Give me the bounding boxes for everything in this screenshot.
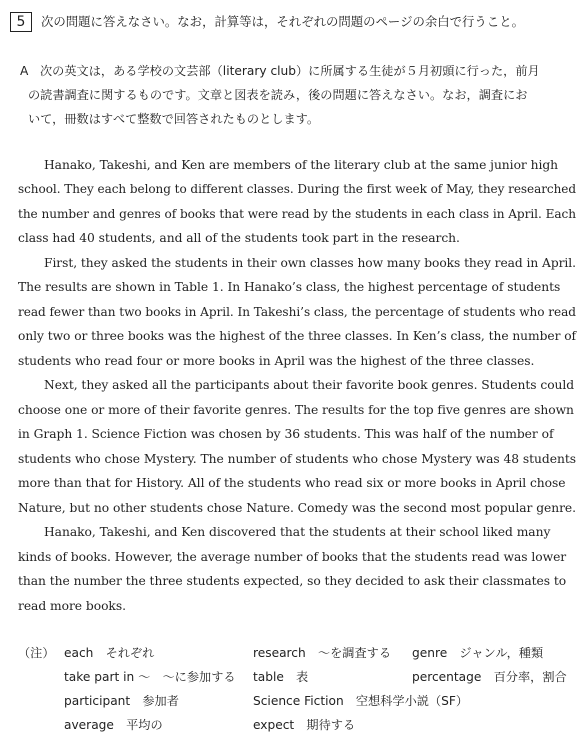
vocab-note: participant 参加者 [64,694,179,708]
passage-line: than the number the three students expected, so they decided to ask their classmates to [18,574,567,588]
vocab-note: average 平均の [64,718,163,732]
passage-line: students who read four or more books in April was the highest of the three classes. [18,354,535,368]
passage-line: First, they asked the students in their own classes how many books they read in April. [44,256,576,270]
intro-line: 次の英文は，ある学校の文芸部（literary club）に所属する生徒が５月初頭に行った，前月 [40,64,540,78]
section-marker: A [20,64,29,78]
passage-line: only two or three books was the highest of the three classes. In Ken’s class, the number of [18,329,577,343]
vocab-note: each それぞれ [64,646,155,660]
passage-line: the number and genres of books that were read by the students in each class in April. Each [18,207,577,221]
passage-line: The results are shown in Table 1. In Hanako’s class, the highest percentage of students [18,280,561,294]
passage-line: Hanako, Takeshi, and Ken discovered that the students at their school liked many [44,525,551,539]
passage-line: students who chose Mystery. The number of students who chose Mystery was 48 students [18,452,576,466]
question-number-box: 5 [10,12,32,32]
intro-line: いて，冊数はすべて整数で回答されたものとします。 [28,112,320,126]
vocab-note: table 表 [253,670,309,684]
passage-line: choose one or more of their favorite genres. The results for the top five genres are shown [18,403,574,417]
passage-line: kinds of books. However, the average number of books that the students read was lower [18,550,567,564]
intro-line: の読書調査に関するものです。文章と図表を読み，後の問題に答えなさい。なお，調査にお [28,88,528,102]
passage-line: Nature, but no other students chose Nature. Comedy was the second most popular genre. [18,501,577,515]
passage-line: school. They each belong to different classes. During the first week of May, they researched [18,182,577,196]
vocab-note: research ～を調査する [253,646,392,660]
passage-line: Next, they asked all the participants about their favorite book genres. Students could [44,378,575,392]
question-instruction: 次の問題に答えなさい。なお，計算等は，それぞれの問題のページの余白で行うこと。 [41,14,524,29]
passage-line: more than that for History. All of the students who read six or more books in April chose [18,476,566,490]
passage-line: read fewer than two books in April. In Takeshi’s class, the percentage of students who read [18,305,576,319]
vocab-note: genre ジャンル，種類 [412,646,544,660]
vocab-note: expect 期待する [253,718,356,732]
vocab-note: take part in ～ ～に参加する [64,670,236,684]
passage-line: Hanako, Takeshi, and Ken are members of the literary club at the same junior high [44,158,559,172]
passage-line: read more books. [18,599,126,613]
vocab-note: percentage 百分率，割合 [412,670,567,684]
vocab-note: Science Fiction 空想科学小説（SF） [253,694,469,708]
passage-line: class had 40 students, and all of the students took part in the research. [18,231,460,245]
notes-label: （注） [18,646,55,660]
passage-line: in Graph 1. Science Fiction was chosen by 36 students. This was half of the number of [18,427,554,441]
